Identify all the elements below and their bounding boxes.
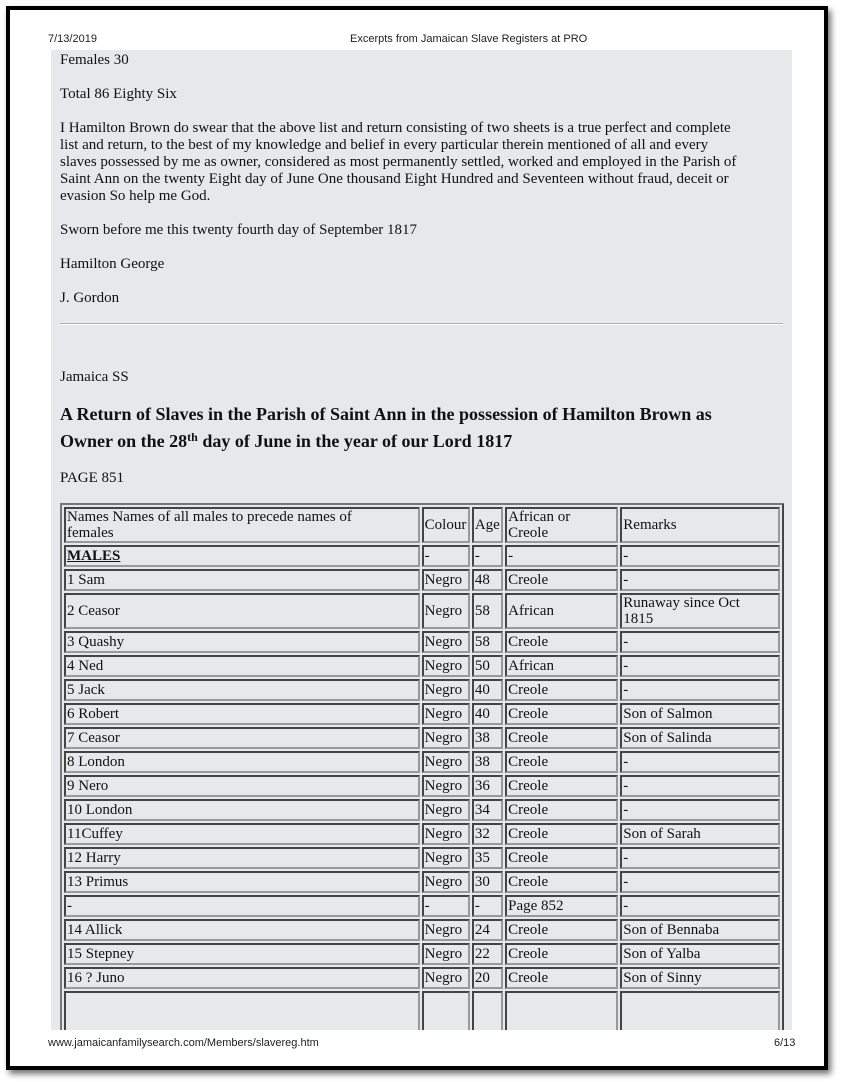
table-row [64, 727, 780, 749]
cell-remarks: - [620, 569, 780, 591]
cell-remarks: Son of Yalba [620, 943, 780, 965]
cell-colour: Negro [422, 775, 470, 797]
table-row [64, 823, 780, 845]
table-row [64, 919, 780, 941]
males-section-row [64, 545, 780, 567]
cell-age: 24 [472, 919, 503, 941]
cell-age: 20 [472, 967, 503, 989]
cell-colour: - [422, 895, 470, 917]
cell-remarks: - [620, 799, 780, 821]
table-cell: - [505, 545, 618, 567]
cell-origin: Creole [505, 847, 618, 869]
cell-age: 40 [472, 679, 503, 701]
table-row [64, 799, 780, 821]
table-row [64, 631, 780, 653]
cell-name: 14 Allick [64, 919, 420, 941]
table-row [64, 679, 780, 701]
cell-colour: Negro [422, 919, 470, 941]
oath-line: slaves possessed by me as owner, considered as most permanently settled, worked and employed in the Parish of [60, 154, 737, 170]
cell-origin: Creole [505, 703, 618, 725]
cell-colour: Negro [422, 679, 470, 701]
cell-origin: African [505, 655, 618, 677]
cell-origin: Creole [505, 631, 618, 653]
table-row [64, 895, 780, 917]
table-cell-empty [64, 991, 420, 1030]
print-title: Excerpts from Jamaican Slave Registers at PRO [350, 33, 588, 45]
sworn-statement: Sworn before me this twenty fourth day of September 1817 [60, 222, 418, 238]
cell-remarks: - [620, 871, 780, 893]
cell-name: 13 Primus [64, 871, 420, 893]
cell-colour: Negro [422, 751, 470, 773]
cell-colour: Negro [422, 569, 470, 591]
cell-origin: Creole [505, 823, 618, 845]
print-url: www.jamaicanfamilysearch.com/Members/slavereg.htm [48, 1037, 319, 1049]
cell-origin: African [505, 593, 618, 629]
cell-name: 5 Jack [64, 679, 420, 701]
table-cell-empty [472, 991, 503, 1030]
heading-line: A Return of Slaves in the Parish of Saint Ann in the possession of Hamilton Brown as [60, 404, 712, 424]
header-names: Names Names of all males to precede names of females [64, 507, 420, 543]
document-body [51, 50, 792, 1030]
cell-remarks: Son of Sinny [620, 967, 780, 989]
cell-origin: Creole [505, 569, 618, 591]
oath-paragraph [60, 120, 783, 205]
total-count: Total 86 Eighty Six [60, 86, 177, 102]
cell-remarks: - [620, 895, 780, 917]
cell-colour: Negro [422, 593, 470, 629]
cell-name: 11Cuffey [64, 823, 420, 845]
cell-age: 50 [472, 655, 503, 677]
cell-colour: Negro [422, 703, 470, 725]
cell-origin: Creole [505, 943, 618, 965]
table-row [64, 703, 780, 725]
table-row [64, 943, 780, 965]
cell-remarks: - [620, 775, 780, 797]
cell-origin: Creole [505, 751, 618, 773]
cell-age: 36 [472, 775, 503, 797]
cell-remarks: - [620, 679, 780, 701]
males-label: MALES [64, 545, 420, 567]
cell-colour: Negro [422, 871, 470, 893]
table-cell-empty [422, 991, 470, 1030]
cell-age: 22 [472, 943, 503, 965]
heading-superscript: th [187, 430, 198, 444]
cell-colour: Negro [422, 799, 470, 821]
cell-colour: Negro [422, 727, 470, 749]
cell-remarks: - [620, 655, 780, 677]
cell-colour: Negro [422, 967, 470, 989]
cell-name: 9 Nero [64, 775, 420, 797]
heading-line: Owner on the 28 [60, 431, 188, 451]
cell-remarks: Son of Salmon [620, 703, 780, 725]
cell-age: 32 [472, 823, 503, 845]
cell-remarks: Son of Sarah [620, 823, 780, 845]
cell-name: 2 Ceasor [64, 593, 420, 629]
cell-name: 16 ? Juno [64, 967, 420, 989]
cell-name: 6 Robert [64, 703, 420, 725]
cell-name: 7 Ceasor [64, 727, 420, 749]
header-colour: Colour [422, 507, 470, 543]
table-row [64, 569, 780, 591]
cell-origin: Creole [505, 967, 618, 989]
cell-name: 12 Harry [64, 847, 420, 869]
table-row [64, 775, 780, 797]
cell-origin: Creole [505, 919, 618, 941]
cell-age: 40 [472, 703, 503, 725]
heading-line: day of June in the year of our Lord 1817 [197, 431, 513, 451]
table-row [64, 967, 780, 989]
cell-age: 38 [472, 751, 503, 773]
cell-remarks: Son of Salinda [620, 727, 780, 749]
table-cell: - [620, 545, 780, 567]
slave-register-table [60, 503, 784, 1030]
cell-age: 35 [472, 847, 503, 869]
table-row [64, 751, 780, 773]
table-cell: - [422, 545, 470, 567]
header-remarks: Remarks [620, 507, 780, 543]
table-row-empty [64, 991, 780, 1030]
print-page-number: 6/13 [774, 1037, 796, 1049]
cell-colour: Negro [422, 943, 470, 965]
cell-colour: Negro [422, 631, 470, 653]
cell-remarks: - [620, 631, 780, 653]
cell-remarks: - [620, 847, 780, 869]
table-cell-empty [505, 991, 618, 1030]
cell-name: 1 Sam [64, 569, 420, 591]
cell-origin: Creole [505, 727, 618, 749]
cell-age: 38 [472, 727, 503, 749]
oath-line: I Hamilton Brown do swear that the above list and return consisting of two sheets is a true perfect and complete [60, 120, 731, 136]
cell-remarks: Runaway since Oct 1815 [620, 593, 780, 629]
cell-age: 58 [472, 631, 503, 653]
table-row [64, 655, 780, 677]
cell-remarks: Son of Bennaba [620, 919, 780, 941]
cell-origin: Creole [505, 871, 618, 893]
page-reference: PAGE 851 [60, 470, 125, 486]
cell-age: 48 [472, 569, 503, 591]
table-cell-empty [620, 991, 780, 1030]
cell-origin: Page 852 [505, 895, 618, 917]
cell-colour: Negro [422, 847, 470, 869]
header-age: Age [472, 507, 503, 543]
cell-name: 15 Stepney [64, 943, 420, 965]
header-origin: African or Creole [505, 507, 618, 543]
jurisdiction-label: Jamaica SS [60, 369, 129, 385]
cell-colour: Negro [422, 655, 470, 677]
table-row [64, 871, 780, 893]
witness-name: Hamilton George [60, 256, 165, 272]
oath-line: Saint Ann on the twenty Eight day of June One thousand Eight Hundred and Seventeen without fraud, deceit or [60, 171, 729, 187]
table-header-row [64, 507, 780, 543]
oath-line: evasion So help me God. [60, 188, 211, 204]
cell-age: 58 [472, 593, 503, 629]
print-date: 7/13/2019 [48, 33, 97, 45]
cell-name: 3 Quashy [64, 631, 420, 653]
cell-name: - [64, 895, 420, 917]
cell-origin: Creole [505, 775, 618, 797]
table-row [64, 847, 780, 869]
cell-name: 4 Ned [64, 655, 420, 677]
cell-name: 10 London [64, 799, 420, 821]
cell-age: - [472, 895, 503, 917]
signature-name: J. Gordon [60, 290, 120, 306]
table-cell: - [472, 545, 503, 567]
oath-line: list and return, to the best of my knowledge and belief in every particular therein mentioned of all and every [60, 137, 709, 153]
cell-origin: Creole [505, 799, 618, 821]
cell-colour: Negro [422, 823, 470, 845]
cell-name: 8 London [64, 751, 420, 773]
females-count: Females 30 [60, 52, 129, 68]
return-heading [60, 401, 783, 455]
cell-origin: Creole [505, 679, 618, 701]
cell-age: 34 [472, 799, 503, 821]
cell-age: 30 [472, 871, 503, 893]
cell-remarks: - [620, 751, 780, 773]
table-row [64, 593, 780, 629]
